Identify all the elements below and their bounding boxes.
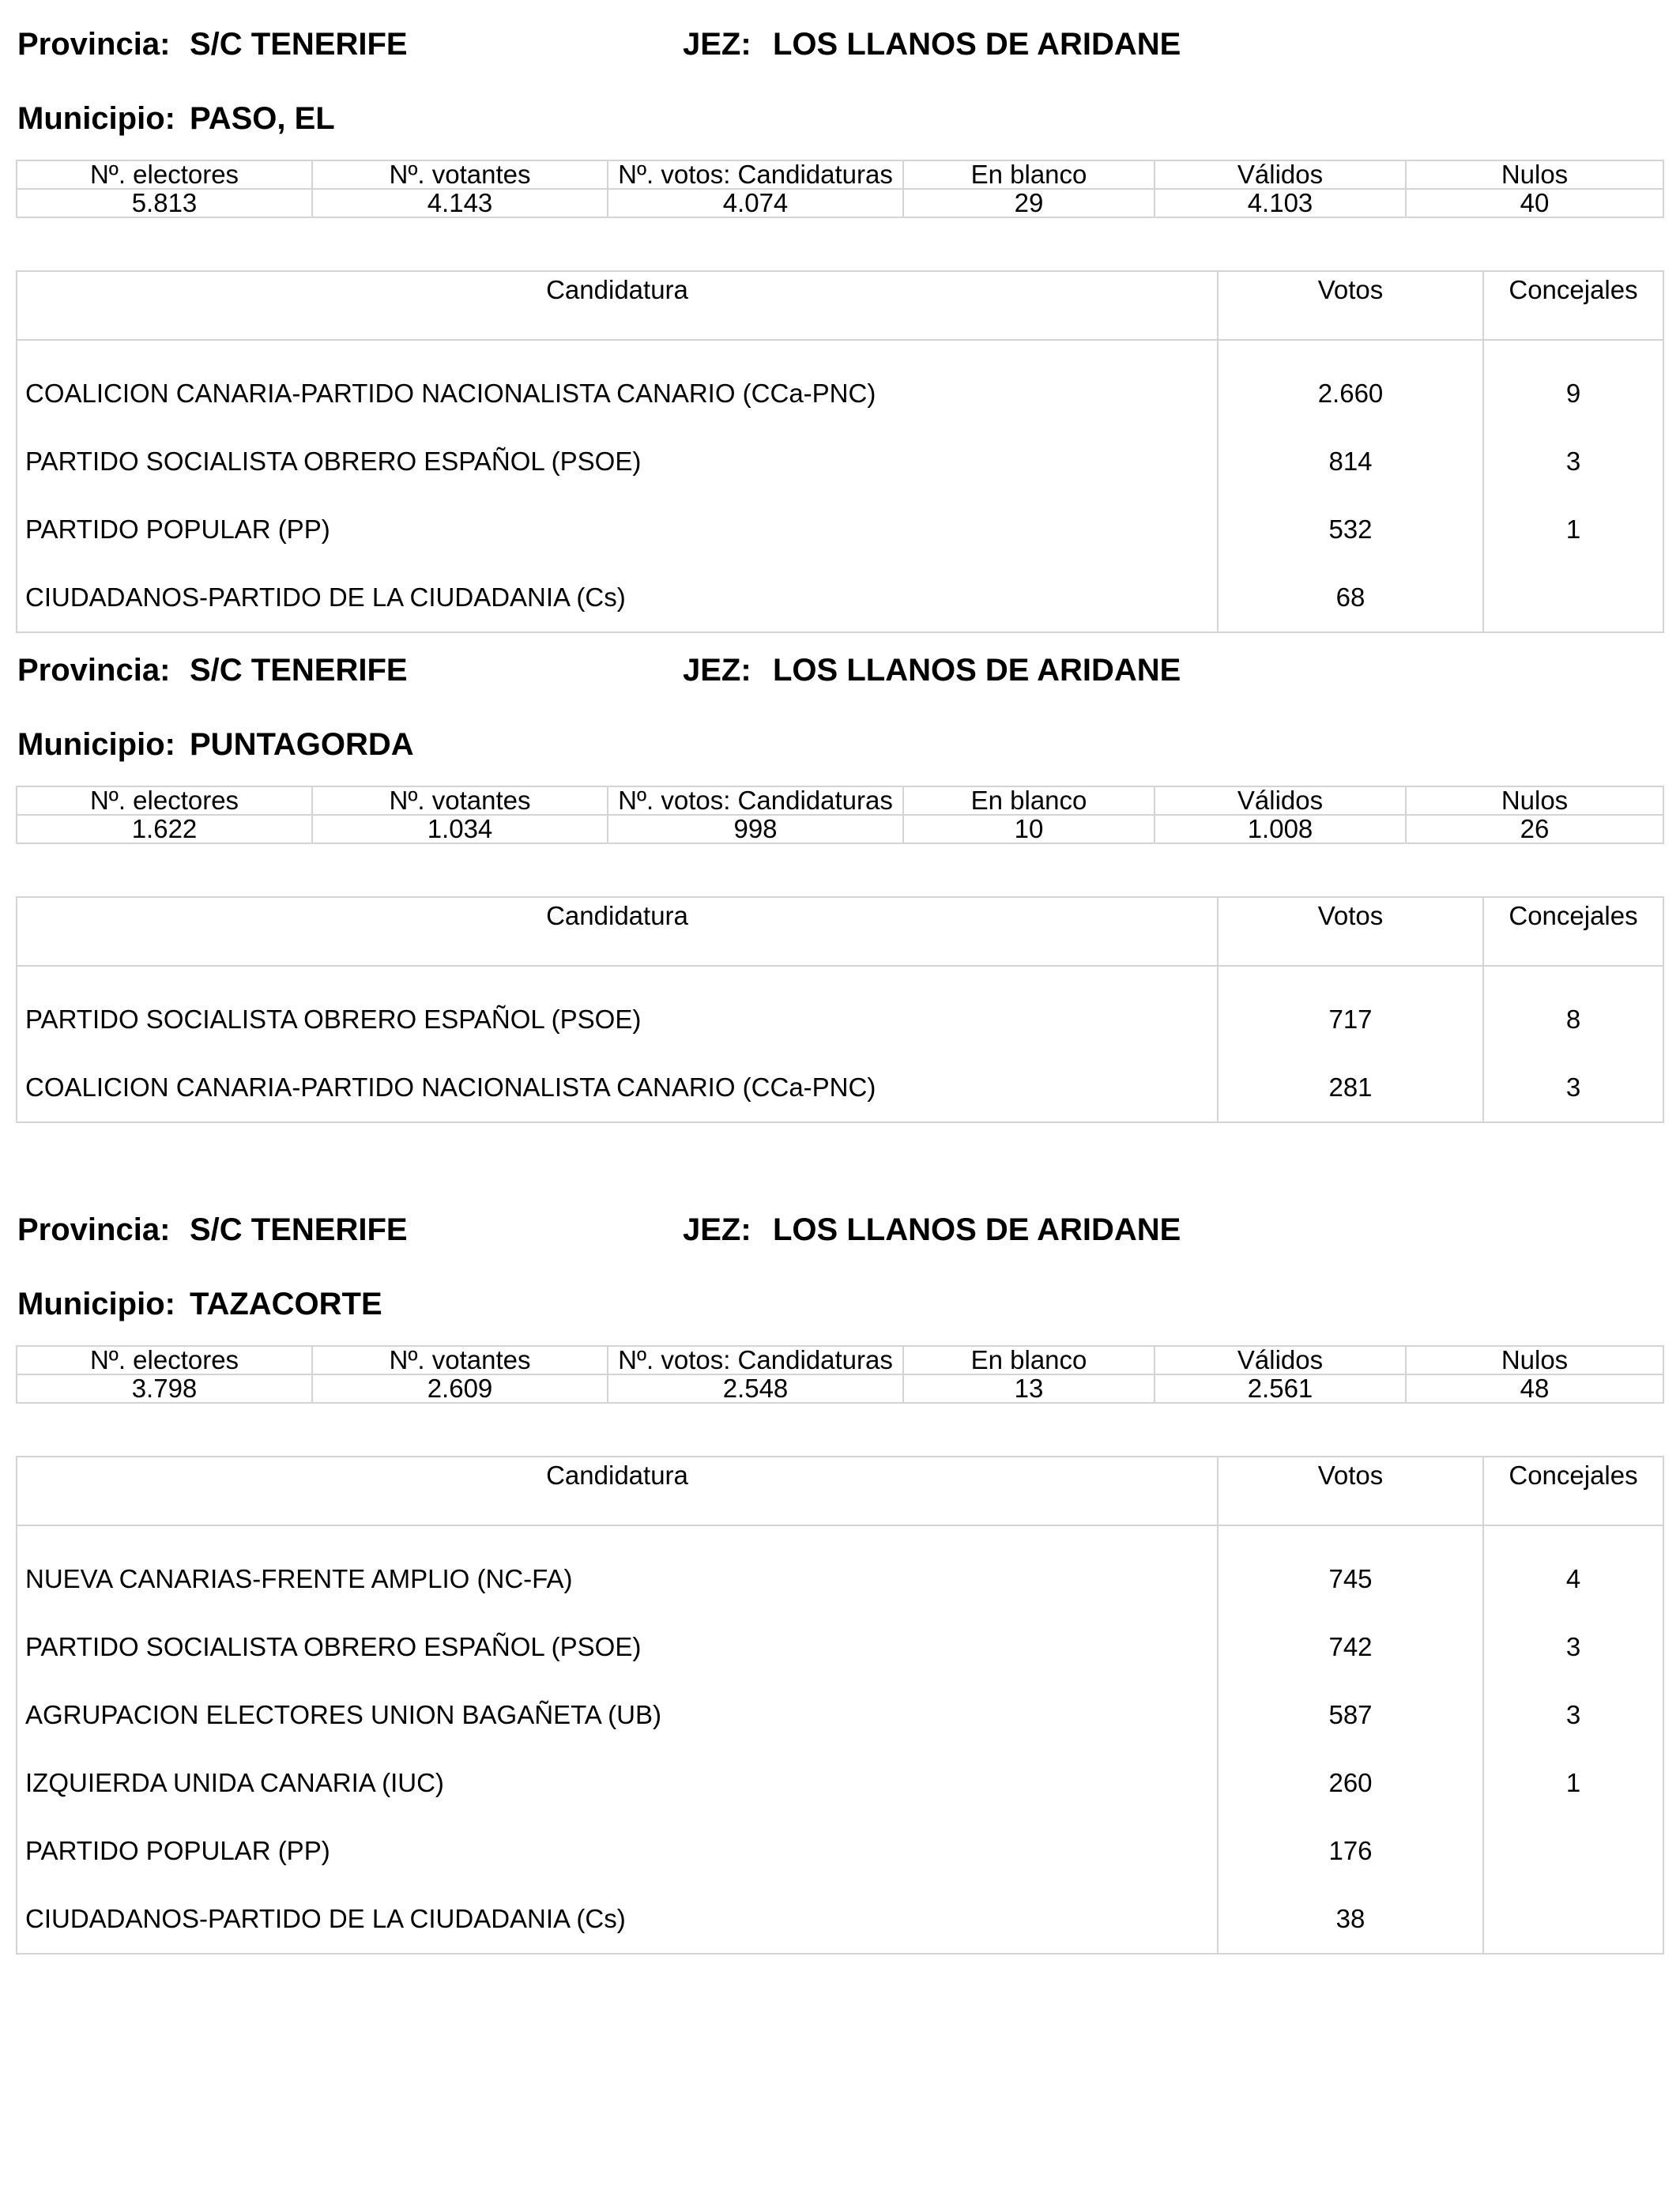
jez-label: JEZ: (683, 1212, 751, 1247)
jez-label: JEZ: (683, 653, 751, 688)
summary-value-row (17, 1374, 1663, 1403)
candidatura-header: Candidatura (17, 897, 1218, 966)
summary-header-cell: Nº. votantes (312, 1346, 608, 1374)
votos-cell: 814 (1218, 428, 1483, 496)
votos-cell: 260 (1218, 1749, 1483, 1817)
results-table (16, 896, 1664, 1123)
municipio-label: Municipio: (17, 101, 175, 136)
summary-header-cell: En blanco (903, 160, 1155, 189)
table-row (17, 1525, 1663, 1613)
header-line (0, 1209, 1680, 1257)
provincia-label: Provincia: (17, 653, 171, 688)
summary-header-cell: Válidos (1155, 1346, 1406, 1374)
summary-value-row (17, 189, 1663, 217)
candidatura-cell: COALICION CANARIA-PARTIDO NACIONALISTA CANARIO (CCa-PNC) (17, 1054, 1218, 1122)
summary-value-cell: 3.798 (17, 1374, 312, 1403)
candidatura-cell: PARTIDO SOCIALISTA OBRERO ESPAÑOL (PSOE) (17, 428, 1218, 496)
summary-value-row (17, 815, 1663, 843)
table-row (17, 1613, 1663, 1681)
table-row (17, 564, 1663, 632)
summary-header-row (17, 160, 1663, 189)
municipio-value: PASO, EL (190, 101, 335, 136)
provincia-value: S/C TENERIFE (190, 27, 408, 62)
table-row (17, 1054, 1663, 1122)
summary-value-cell: 2.548 (608, 1374, 903, 1403)
concejales-cell (1483, 1885, 1663, 1954)
votos-cell: 745 (1218, 1525, 1483, 1613)
summary-header-cell: Nº. electores (17, 786, 312, 815)
votos-header: Votos (1218, 1457, 1483, 1525)
votos-cell: 587 (1218, 1681, 1483, 1749)
summary-value-cell: 13 (903, 1374, 1155, 1403)
summary-header-cell: Nº. electores (17, 160, 312, 189)
table-row (17, 1885, 1663, 1954)
municipio-value: TAZACORTE (190, 1287, 382, 1321)
candidatura-cell: PARTIDO SOCIALISTA OBRERO ESPAÑOL (PSOE) (17, 966, 1218, 1054)
provincia-value: S/C TENERIFE (190, 653, 408, 688)
table-row (17, 1817, 1663, 1885)
concejales-header: Concejales (1483, 897, 1663, 966)
summary-header-cell: Nº. votos: Candidaturas (608, 786, 903, 815)
summary-header-cell: En blanco (903, 786, 1155, 815)
header-line (0, 24, 1680, 71)
summary-header-cell: Nulos (1406, 160, 1663, 189)
summary-table (16, 1345, 1664, 1404)
results-header-row (17, 271, 1663, 340)
concejales-cell: 3 (1483, 428, 1663, 496)
concejales-cell: 1 (1483, 1749, 1663, 1817)
jez-value: LOS LLANOS DE ARIDANE (773, 27, 1181, 62)
summary-header-cell: Nulos (1406, 786, 1663, 815)
concejales-cell: 3 (1483, 1054, 1663, 1122)
summary-value-cell: 2.609 (312, 1374, 608, 1403)
candidatura-cell: CIUDADANOS-PARTIDO DE LA CIUDADANIA (Cs) (17, 1885, 1218, 1954)
summary-header-cell: Nº. electores (17, 1346, 312, 1374)
summary-value-cell: 48 (1406, 1374, 1663, 1403)
candidatura-cell: PARTIDO SOCIALISTA OBRERO ESPAÑOL (PSOE) (17, 1613, 1218, 1681)
votos-cell: 2.660 (1218, 340, 1483, 428)
municipio-line (0, 1284, 1680, 1331)
jez-value: LOS LLANOS DE ARIDANE (773, 1212, 1181, 1247)
results-header-row (17, 897, 1663, 966)
summary-value-cell: 10 (903, 815, 1155, 843)
concejales-cell: 8 (1483, 966, 1663, 1054)
summary-value-cell: 26 (1406, 815, 1663, 843)
provincia-label: Provincia: (17, 27, 171, 62)
votos-cell: 717 (1218, 966, 1483, 1054)
header-line (0, 650, 1680, 697)
concejales-cell: 9 (1483, 340, 1663, 428)
candidatura-cell: IZQUIERDA UNIDA CANARIA (IUC) (17, 1749, 1218, 1817)
summary-value-cell: 29 (903, 189, 1155, 217)
municipio-line (0, 98, 1680, 145)
jez-value: LOS LLANOS DE ARIDANE (773, 653, 1181, 688)
table-row (17, 496, 1663, 564)
candidatura-header: Candidatura (17, 271, 1218, 340)
summary-value-cell: 4.143 (312, 189, 608, 217)
municipio-label: Municipio: (17, 1287, 175, 1321)
summary-value-cell: 4.103 (1155, 189, 1406, 217)
summary-header-cell: Válidos (1155, 160, 1406, 189)
summary-value-cell: 4.074 (608, 189, 903, 217)
provincia-value: S/C TENERIFE (190, 1212, 408, 1247)
summary-header-cell: Nº. votantes (312, 786, 608, 815)
votos-cell: 281 (1218, 1054, 1483, 1122)
table-row (17, 966, 1663, 1054)
candidatura-cell: COALICION CANARIA-PARTIDO NACIONALISTA CANARIO (CCa-PNC) (17, 340, 1218, 428)
summary-value-cell: 1.008 (1155, 815, 1406, 843)
summary-header-cell: Nº. votantes (312, 160, 608, 189)
table-row (17, 1681, 1663, 1749)
results-table (16, 1456, 1664, 1955)
summary-value-cell: 40 (1406, 189, 1663, 217)
table-row (17, 1749, 1663, 1817)
results-table (16, 270, 1664, 633)
concejales-cell (1483, 564, 1663, 632)
summary-header-cell: Nulos (1406, 1346, 1663, 1374)
summary-table (16, 160, 1664, 218)
votos-cell: 176 (1218, 1817, 1483, 1885)
votos-cell: 742 (1218, 1613, 1483, 1681)
candidatura-cell: PARTIDO POPULAR (PP) (17, 496, 1218, 564)
votos-header: Votos (1218, 897, 1483, 966)
municipio-label: Municipio: (17, 727, 175, 762)
summary-header-row (17, 1346, 1663, 1374)
summary-value-cell: 5.813 (17, 189, 312, 217)
provincia-label: Provincia: (17, 1212, 171, 1247)
candidatura-cell: NUEVA CANARIAS-FRENTE AMPLIO (NC-FA) (17, 1525, 1218, 1613)
votos-header: Votos (1218, 271, 1483, 340)
votos-cell: 38 (1218, 1885, 1483, 1954)
candidatura-cell: PARTIDO POPULAR (PP) (17, 1817, 1218, 1885)
concejales-cell (1483, 1817, 1663, 1885)
concejales-cell: 1 (1483, 496, 1663, 564)
jez-label: JEZ: (683, 27, 751, 62)
results-header-row (17, 1457, 1663, 1525)
summary-value-cell: 1.034 (312, 815, 608, 843)
table-row (17, 340, 1663, 428)
concejales-cell: 3 (1483, 1681, 1663, 1749)
concejales-header: Concejales (1483, 1457, 1663, 1525)
summary-header-cell: Válidos (1155, 786, 1406, 815)
table-row (17, 428, 1663, 496)
municipio-value: PUNTAGORDA (190, 727, 414, 762)
summary-value-cell: 2.561 (1155, 1374, 1406, 1403)
concejales-cell: 4 (1483, 1525, 1663, 1613)
votos-cell: 68 (1218, 564, 1483, 632)
concejales-header: Concejales (1483, 271, 1663, 340)
municipio-line (0, 724, 1680, 771)
summary-value-cell: 1.622 (17, 815, 312, 843)
concejales-cell: 3 (1483, 1613, 1663, 1681)
candidatura-cell: AGRUPACION ELECTORES UNION BAGAÑETA (UB) (17, 1681, 1218, 1749)
summary-table (16, 786, 1664, 844)
votos-cell: 532 (1218, 496, 1483, 564)
candidatura-header: Candidatura (17, 1457, 1218, 1525)
summary-header-cell: Nº. votos: Candidaturas (608, 160, 903, 189)
summary-header-cell: Nº. votos: Candidaturas (608, 1346, 903, 1374)
summary-header-cell: En blanco (903, 1346, 1155, 1374)
summary-header-row (17, 786, 1663, 815)
summary-value-cell: 998 (608, 815, 903, 843)
candidatura-cell: CIUDADANOS-PARTIDO DE LA CIUDADANIA (Cs) (17, 564, 1218, 632)
